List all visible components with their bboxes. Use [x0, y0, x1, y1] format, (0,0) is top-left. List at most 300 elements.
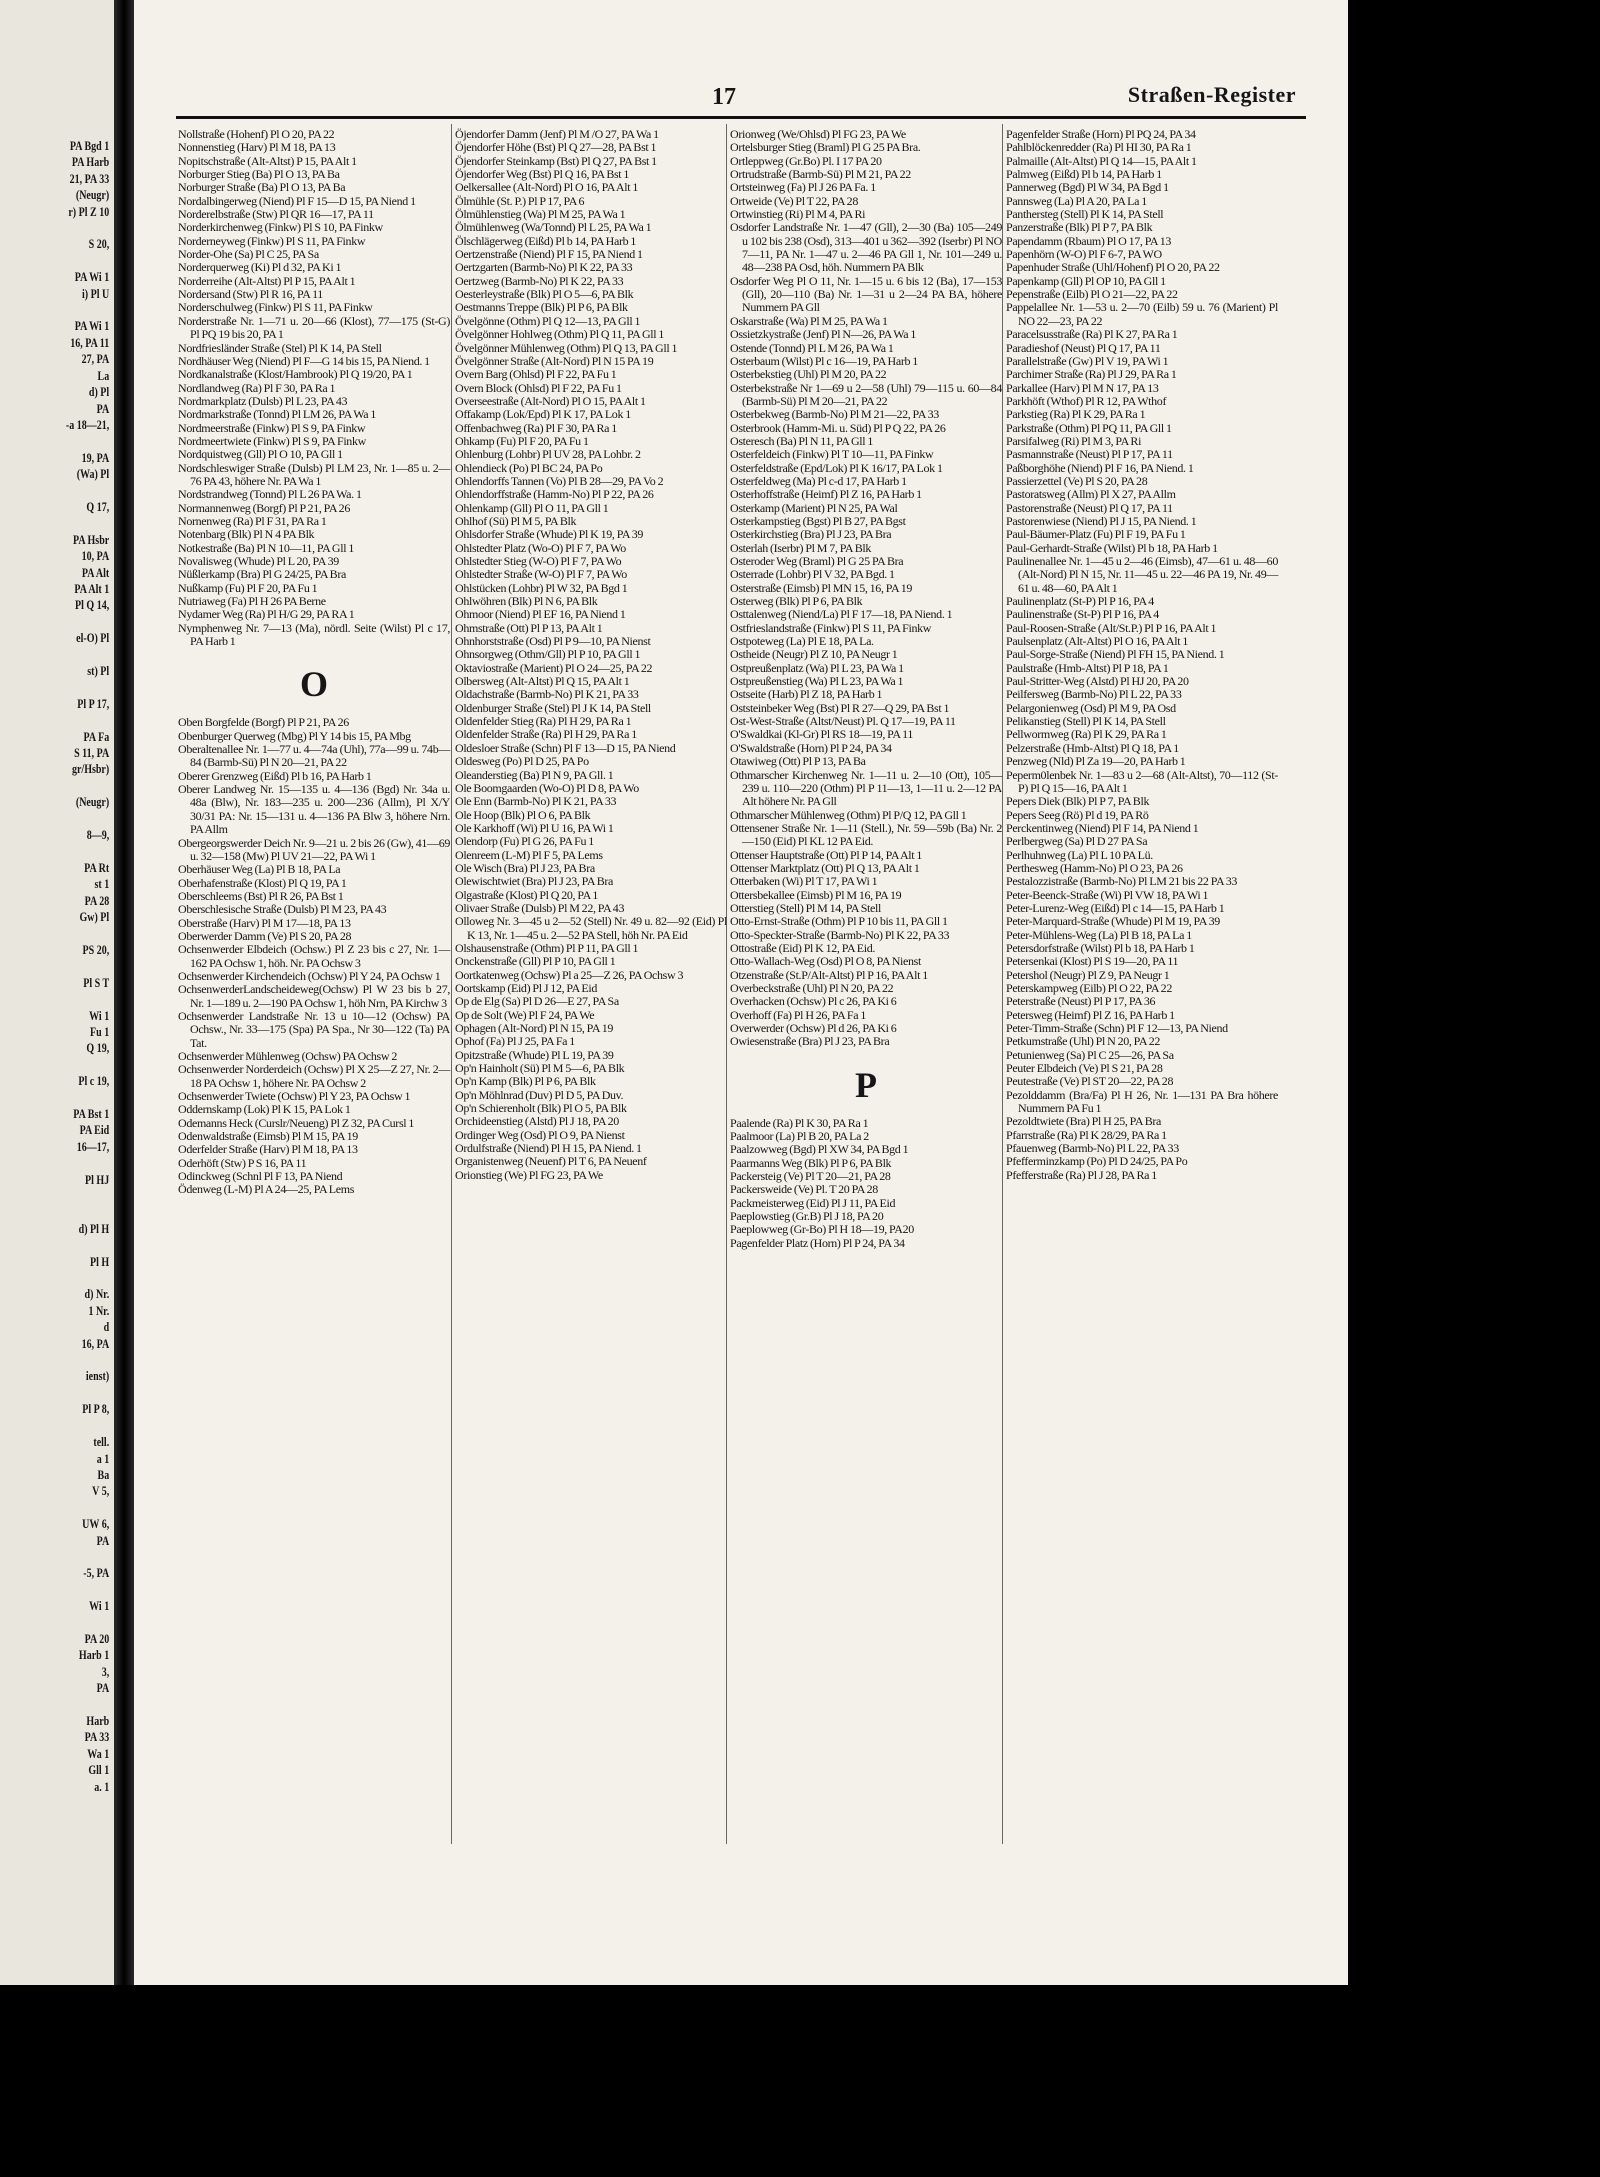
previous-page-fragment: PS 20, [82, 942, 110, 957]
previous-page-fragment: 3, [101, 1664, 110, 1679]
street-entry: Overn Barg (Ohlsd) Pl F 22, PA Fu 1 [455, 367, 617, 382]
street-entry: Övelgönner Straße (Alt-Nord) Pl N 15 PA 19 [455, 353, 654, 368]
street-entry: Ohlsdorfer Straße (Whude) Pl K 19, PA 39 [455, 527, 644, 542]
street-entry: Paracelsusstraße (Ra) Pl K 27, PA Ra 1 [1006, 327, 1178, 342]
street-entry: Pahlblöckenredder (Ra) Pl HI 30, PA Ra 1 [1006, 140, 1192, 155]
street-entry: Othmarscher Mühlenweg (Othm) Pl P/Q 12, PA Gll 1 [730, 807, 967, 822]
previous-page-snippets [0, 138, 114, 1795]
street-entry: Oderfelder Straße (Harv) Pl M 18, PA 13 [178, 1142, 358, 1157]
street-entry: Perlbergweg (Sa) Pl D 27 PA Sa [1006, 834, 1148, 849]
street-entry: Pfarrstraße (Ra) Pl K 28/29, PA Ra 1 [1006, 1127, 1167, 1142]
previous-page-fragment: PA 28 [84, 893, 110, 908]
previous-page-fragment [23, 253, 114, 269]
street-entry: Perckentinweg (Niend) Pl F 14, PA Niend 1 [1006, 820, 1199, 835]
street-entry: Organistenweg (Neuenf) Pl T 6, PA Neuenf [455, 1154, 647, 1169]
street-entry: Paeplowstieg (Gr.B) Pl J 18, PA 20 [730, 1209, 884, 1224]
street-entry: Oberhäuser Weg (La) Pl B 18, PA La [178, 862, 341, 877]
previous-page-fragment: 27, PA [81, 352, 110, 367]
street-entry: Ochsenwerder Landstraße Nr. 13 u 10—12 (Ochsw) PA Ochsw., Nr. 33—175 (Spa) PA Spa., Nr 30—122 (Ta) PA Tat. [178, 1008, 450, 1050]
street-entry: Orionstieg (We) Pl FG 23, PA We [455, 1167, 603, 1182]
street-entry: Norburger Straße (Ba) Pl O 13, PA Ba [178, 180, 346, 195]
previous-page-fragment [23, 1697, 114, 1713]
street-entry: Parkstraße (Othm) Pl PQ 11, PA Gll 1 [1006, 420, 1172, 435]
street-entry: Oddernskamp (Lok) Pl K 15, PA Lok 1 [178, 1102, 351, 1117]
previous-page-fragment: La [97, 368, 110, 383]
previous-page-fragment [23, 1057, 114, 1073]
street-entry: Peter-Marquard-Straße (Whude) Pl M 19, PA 39 [1006, 914, 1220, 929]
street-entry: Nordalbingerweg (Niend) Pl F 15—D 15, PA Niend 1 [178, 193, 416, 208]
previous-page-fragment: -a 18—21, [65, 417, 110, 432]
book-gutter [114, 0, 134, 1985]
street-entry: Oktaviostraße (Marient) Pl O 24—25, PA 22 [455, 660, 653, 675]
street-entry: Othmarscher Kirchenweg Nr. 1—11 u. 2—10 (Ott), 105—239 u. 110—220 (Othm) Pl P 11—13, 1—11 u. 2—12 PA Alt höhere Nr. PA Gll [730, 767, 1002, 809]
street-entry: Norderkirchenweg (Finkw) Pl S 10, PA Finkw [178, 220, 383, 235]
street-entry: Overn Block (Ohlsd) Pl F 22, PA Fu 1 [455, 380, 622, 395]
street-entry: Op'n Schierenholt (Blk) Pl O 5, PA Blk [455, 1101, 627, 1116]
street-entry: Paalende (Ra) Pl K 30, PA Ra 1 [730, 1115, 869, 1130]
previous-page-fragment [23, 302, 114, 318]
street-entry: Oleanderstieg (Ba) Pl N 9, PA Gll. 1 [455, 767, 614, 782]
street-entry: Osterkirchstieg (Bra) Pl J 23, PA Bra [730, 527, 892, 542]
page-number: 17 [712, 84, 736, 110]
street-entry: Ohlendorffstraße (Hamm-No) Pl P 22, PA 26 [455, 487, 654, 502]
previous-page-fragment: Q 19, [86, 1041, 110, 1056]
street-entry: Parkallee (Harv) Pl M N 17, PA 13 [1006, 380, 1159, 395]
street-entry: Perthesweg (Hamm-No) Pl O 23, PA 26 [1006, 860, 1183, 875]
previous-page-fragment: st) Pl [87, 664, 110, 678]
street-entry: Osterfeldweg (Ma) Pl c-d 17, PA Harb 1 [730, 473, 907, 488]
street-entry: Nußkamp (Fu) Pl F 20, PA Fu 1 [178, 580, 318, 595]
street-entry: Pagenfelder Straße (Horn) Pl PQ 24, PA 34 [1006, 127, 1196, 141]
street-entry: Osteresch (Ba) Pl N 11, PA Gll 1 [730, 433, 874, 448]
previous-page-fragment [23, 1549, 114, 1565]
street-entry: Oldenfelder Stieg (Ra) Pl H 29, PA Ra 1 [455, 714, 632, 729]
street-entry: Pastorenwiese (Niend) Pl J 15, PA Niend. 1 [1006, 513, 1197, 528]
street-entry: Nordschleswiger Straße (Dulsb) Pl LM 23, Nr. 1—85 u. 2—76 PA 43, höhere Nr. PA Wa 1 [178, 460, 450, 488]
previous-page-fragment [23, 1090, 114, 1106]
street-entry: Nordlandweg (Ra) Pl F 30, PA Ra 1 [178, 380, 336, 395]
previous-page-fragment: PA Bst 1 [73, 1106, 110, 1121]
previous-page-fragment: PA Wi 1 [74, 319, 110, 334]
street-entry: Odemanns Heck (Curslr/Neueng) Pl Z 32, PA Cursl 1 [178, 1115, 415, 1130]
street-entry: Op de Elg (Sa) Pl D 26—E 27, PA Sa [455, 994, 619, 1009]
street-entry: Oberhafenstraße (Klost) Pl Q 19, PA 1 [178, 875, 347, 890]
register-column-2 [455, 128, 727, 1182]
street-entry: Ochsenwerder Elbdeich (Ochsw.) Pl Z 23 bis c 27, Nr. 1—162 PA Ochsw 1, höh. Nr. PA Ochsw 3 [178, 942, 450, 970]
street-entry: Ostpreußenplatz (Wa) Pl L 23, PA Wa 1 [730, 660, 904, 675]
street-entry: Paul-Gerhardt-Straße (Wilst) Pl b 18, PA Harb 1 [1006, 540, 1218, 555]
previous-page-fragment [23, 433, 114, 449]
street-entry: Ochsenwerder Mühlenweg (Ochsw) PA Ochsw 2 [178, 1049, 397, 1063]
previous-page-fragment [23, 1615, 114, 1631]
previous-page-fragment: (Neugr) [75, 795, 110, 810]
street-entry: Odenwaldstraße (Eimsb) Pl M 15, PA 19 [178, 1129, 358, 1144]
street-entry: Ortrudstraße (Barmb-Sü) Pl M 21, PA 22 [730, 167, 911, 182]
street-entry: Petersdorfstraße (Wilst) Pl b 18, PA Harb 1 [1006, 940, 1195, 955]
street-entry: Parchimer Straße (Ra) Pl J 29, PA Ra 1 [1006, 367, 1177, 382]
previous-page-fragment [23, 220, 114, 236]
previous-page-fragment: a. 1 [94, 1779, 110, 1794]
previous-page-fragment [23, 1582, 114, 1598]
street-entry: Osterlah (Iserbr) Pl M 7, PA Blk [730, 540, 872, 555]
street-entry: Norderneyweg (Finkw) Pl S 11, PA Finkw [178, 233, 366, 248]
street-entry: Öjendorfer Weg (Bst) Pl Q 16, PA Bst 1 [455, 167, 630, 182]
street-entry: Peter-Lurenz-Weg (Eißd) Pl c 14—15, PA Harb 1 [1006, 900, 1225, 915]
street-entry: Perlhuhnweg (La) Pl L 10 PA Lü. [1006, 847, 1153, 862]
previous-page-fragment [23, 679, 114, 695]
street-entry: Otterbaken (Wi) Pl T 17, PA Wi 1 [730, 874, 878, 889]
previous-page-fragment: Pl P 17, [77, 696, 110, 711]
street-entry: Ohnhorststraße (Osd) Pl P 9—10, PA Nienst [455, 634, 651, 649]
street-entry: Petersenkai (Klost) Pl S 19—20, PA 11 [1006, 954, 1179, 969]
street-entry: Papenhuder Straße (Uhl/Hohenf) Pl O 20, PA 22 [1006, 260, 1220, 275]
street-entry: Panzerstraße (Blk) Pl P 7, PA Blk [1006, 220, 1153, 235]
street-entry: Paradieshof (Neust) Pl Q 17, PA 11 [1006, 340, 1161, 355]
previous-page-fragment: PA Bgd 1 [69, 139, 110, 153]
previous-page-fragment [23, 1270, 114, 1286]
street-entry: Oldenburger Straße (Stel) Pl J K 14, PA Stell [455, 700, 651, 715]
street-entry: Overhacken (Ochsw) Pl c 26, PA Ki 6 [730, 994, 897, 1009]
street-entry: Olloweg Nr. 3—45 u 2—52 (Stell) Nr. 49 u. 82—92 (Eid) Pl K 13, Nr. 1—45 u. 2—52 PA Stell, höh Nr. PA Eid [455, 914, 727, 942]
street-entry: Oertzweg (Barmb-No) Pl K 22, PA 33 [455, 273, 624, 288]
street-entry: Nonnenstieg (Harv) Pl M 18, PA 13 [178, 140, 336, 155]
street-entry: Ostheide (Neugr) Pl Z 10, PA Neugr 1 [730, 647, 898, 662]
street-entry: Nollstraße (Hohenf) Pl O 20, PA 22 [178, 127, 335, 141]
street-entry: Norburger Stieg (Ba) Pl O 13, PA Ba [178, 167, 340, 182]
street-entry: Paulstraße (Hmb-Altst) Pl P 18, PA 1 [1006, 660, 1169, 675]
street-entry: Pastoratsweg (Allm) Pl X 27, PA Allm [1006, 487, 1176, 502]
street-entry: Ölschlägerweg (Eißd) Pl b 14, PA Harb 1 [455, 233, 637, 248]
street-entry: Ostende (Tonnd) Pl L M 26, PA Wa 1 [730, 340, 894, 355]
street-entry: Otto-Speckter-Straße (Barmb-No) Pl K 22, PA 33 [730, 927, 950, 942]
previous-page-fragment: r) Pl Z 10 [68, 204, 110, 219]
previous-page-fragment: 16, PA [81, 1336, 110, 1351]
previous-page-fragment: Ba [97, 1467, 110, 1482]
previous-page-fragment: 1 Nr. [88, 1303, 110, 1318]
street-entry: Oldenfelder Straße (Ra) Pl H 29, PA Ra 1 [455, 727, 637, 742]
street-entry: Penzweg (Nld) Pl Za 19—20, PA Harb 1 [1006, 754, 1186, 769]
previous-page-fragment: UW 6, [82, 1517, 110, 1532]
street-entry: Norderstraße Nr. 1—71 u. 20—66 (Klost), 77—175 (St-G) Pl PQ 19 bis 20, PA 1 [178, 313, 450, 342]
street-entry: Nymphenweg Nr. 7—13 (Ma), nördl. Seite (Wilst) Pl c 17, PA Harb 1 [178, 620, 450, 649]
previous-page-fragment [23, 991, 114, 1007]
previous-page-fragment [23, 515, 114, 531]
street-entry: Ortleppweg (Gr.Bo) Pl. I 17 PA 20 [730, 153, 882, 168]
previous-page-fragment: PA [96, 1681, 110, 1696]
street-entry: Norderreihe (Alt-Altst) Pl P 15, PA Alt 1 [178, 273, 356, 288]
previous-page-fragment [23, 647, 114, 663]
previous-page-fragment: PA 20 [84, 1631, 110, 1646]
street-entry: Ochsenwerder Kirchendeich (Ochsw) Pl Y 24, PA Ochsw 1 [178, 968, 441, 983]
street-entry: Ole Wisch (Bra) Pl J 23, PA Bra [455, 860, 595, 875]
street-entry: Olgastraße (Klost) Pl Q 20, PA 1 [455, 887, 599, 902]
street-entry: Pepenstraße (Eilb) Pl O 21—22, PA 22 [1006, 287, 1178, 302]
previous-page-fragment: Harb [86, 1714, 110, 1728]
street-entry: Pannerweg (Bgd) Pl W 34, PA Bgd 1 [1006, 180, 1169, 195]
previous-page-fragment: PA Harb [71, 155, 110, 170]
previous-page-fragment: 19, PA [81, 450, 110, 465]
street-entry: Ohlenburg (Lohbr) Pl UV 28, PA Lohbr. 2 [455, 447, 641, 462]
street-entry: Passierzettel (Ve) Pl S 20, PA 28 [1006, 473, 1148, 488]
previous-page-fragment: PA Hsbr [72, 532, 110, 547]
street-entry: Osterkamp (Marient) Pl N 25, PA Wal [730, 500, 898, 515]
street-entry: Osteroder Weg (Braml) Pl G 25 PA Bra [730, 554, 904, 568]
street-entry: O'Swaldstraße (Horn) Pl P 24, PA 34 [730, 740, 892, 755]
street-entry: Ochsenwerder Norderdeich (Ochsw) Pl X 25—Z 27, Nr. 2—18 PA Ochsw 1, höhere Nr. PA Ochsw 2 [178, 1062, 450, 1090]
street-entry: Overseestraße (Alt-Nord) Pl O 15, PA Alt 1 [455, 393, 646, 408]
street-entry: Palmaille (Alt-Altst) Pl Q 14—15, PA Alt 1 [1006, 153, 1197, 168]
street-entry: Ohlstedter Stieg (W-O) Pl F 7, PA Wo [455, 554, 622, 568]
street-entry: Olbersweg (Alt-Altst) Pl Q 15, PA Alt 1 [455, 674, 630, 689]
street-entry: Pezoldtwiete (Bra) Pl H 25, PA Bra [1006, 1114, 1161, 1129]
street-entry: Nordhäuser Weg (Niend) Pl F—G 14 bis 15, PA Niend. 1 [178, 353, 430, 368]
street-entry: Ossietzkystraße (Jenf) Pl N—26, PA Wa 1 [730, 327, 917, 342]
previous-page-fragment: 16, PA 11 [70, 335, 110, 350]
street-entry: Olshausenstraße (Othm) Pl P 11, PA Gll 1 [455, 940, 639, 955]
register-page [134, 0, 1348, 1985]
street-entry: Paalzowweg (Bgd) Pl XW 34, PA Bgd 1 [730, 1142, 909, 1157]
street-entry: Palmweg (Eißd) Pl b 14, PA Harb 1 [1006, 167, 1162, 182]
previous-page-fragment: Gw) Pl [79, 910, 110, 925]
previous-page-fragment [23, 1204, 114, 1220]
street-entry: Overbeckstraße (Uhl) Pl N 20, PA 22 [730, 981, 894, 995]
street-entry: Nordstrandweg (Tonnd) Pl L 26 PA Wa. 1 [178, 487, 362, 502]
previous-page-fragment: Gll 1 [88, 1763, 110, 1778]
section-letter-o: O [299, 664, 328, 705]
street-entry: Paulinenplatz (St-P) Pl P 16, PA 4 [1006, 594, 1154, 609]
street-entry: Peterskampweg (Eilb) Pl O 22, PA 22 [1006, 981, 1172, 995]
previous-page-fragment: d [103, 1320, 110, 1335]
street-entry: Petersweg (Heimf) Pl Z 16, PA Harb 1 [1006, 1007, 1175, 1022]
street-entry: Oortkatenweg (Ochsw) Pl a 25—Z 26, PA Ochsw 3 [455, 967, 684, 982]
street-entry: Osterfeldstraße (Epd/Lok) Pl K 16/17, PA Lok 1 [730, 460, 943, 475]
street-entry: Öjendorfer Damm (Jenf) Pl M /O 27, PA Wa 1 [455, 127, 659, 141]
street-entry: Osterbekstraße Nr 1—69 u 2—58 (Uhl) 79—115 u. 60—84 (Barmb-Sü) Pl M 20—21, PA 22 [730, 380, 1002, 408]
street-entry: Osterbekweg (Barmb-No) Pl M 21—22, PA 33 [730, 407, 939, 422]
previous-page-fragment: PA Rt [84, 860, 110, 875]
street-entry: Pepers Diek (Blk) Pl P 7, PA Blk [1006, 794, 1150, 809]
previous-page-fragment [23, 811, 114, 827]
street-entry: Olendorp (Fu) Pl G 26, PA Fu 1 [455, 834, 594, 849]
street-entry: Oskarstraße (Wa) Pl M 25, PA Wa 1 [730, 313, 888, 328]
street-entry: Ordulfstraße (Niend) Pl H 15, PA Niend. 1 [455, 1141, 642, 1156]
previous-page-fragment: V 5, [92, 1484, 110, 1499]
street-entry: Ortwinstieg (Ri) Pl M 4, PA Ri [730, 207, 866, 222]
previous-page-fragment: S 11, PA [74, 746, 110, 761]
street-entry: Nordmeertwiete (Finkw) Pl S 9, PA Finkw [178, 433, 366, 448]
street-entry: Osterrade (Lohbr) Pl V 32, PA Bgd. 1 [730, 567, 895, 582]
street-entry: Pelikanstieg (Stell) Pl K 14, PA Stell [1006, 714, 1166, 729]
street-entry: Oortskamp (Eid) Pl J 12, PA Eid [455, 981, 598, 995]
street-entry: Ohlendorffs Tannen (Vo) Pl B 28—29, PA Vo 2 [455, 473, 664, 488]
street-entry: Peter-Beenck-Straße (Wi) Pl VW 18, PA Wi 1 [1006, 887, 1209, 902]
previous-page-fragment: Pl P 8, [82, 1402, 110, 1417]
street-entry: Obergeorgswerder Deich Nr. 9—21 u. 2 bis 26 (Gw), 41—69 u. 32—158 (Mw) Pl UV 21—22, PA Wi 1 [178, 835, 450, 863]
street-entry: Paalmoor (La) Pl B 20, PA La 2 [730, 1129, 869, 1144]
previous-page-fragment [23, 778, 114, 794]
street-entry: Pfefferstraße (Ra) Pl J 28, PA Ra 1 [1006, 1167, 1157, 1182]
street-entry: Owiesenstraße (Bra) Pl J 23, PA Bra [730, 1034, 890, 1049]
previous-page-fragment: Wa 1 [87, 1746, 110, 1761]
street-entry: Opitzstraße (Whude) Pl L 19, PA 39 [455, 1047, 614, 1062]
street-entry: Ottenser Hauptstraße (Ott) Pl P 14, PA Alt 1 [730, 847, 923, 862]
column-divider [451, 124, 452, 1844]
street-entry: Oderhöft (Stw) P S 16, PA 11 [178, 1155, 307, 1170]
street-entry: Oberschleems (Bst) Pl R 26, PA Bst 1 [178, 888, 344, 903]
previous-page-fragment: Pl c 19, [78, 1074, 110, 1089]
street-entry: Ohkamp (Fu) Pl F 20, PA Fu 1 [455, 433, 589, 448]
street-entry: Ole Enn (Barmb-No) Pl K 21, PA 33 [455, 794, 617, 809]
street-entry: Peter-Mühlens-Weg (La) Pl B 18, PA La 1 [1006, 927, 1192, 942]
street-entry: Ole Karkhoff (Wi) Pl U 16, PA Wi 1 [455, 820, 614, 835]
previous-page-fragment: st 1 [94, 877, 110, 892]
street-entry: Ohnsorgweg (Othm/Gll) Pl P 10, PA Gll 1 [455, 647, 641, 662]
street-entry: Packersweide (Ve) Pl. T 20 PA 28 [730, 1182, 878, 1197]
street-entry: Op'n Hainholt (Sü) Pl M 5—6, PA Blk [455, 1061, 625, 1076]
previous-page-fragment: 21, PA 33 [69, 171, 110, 186]
street-entry: Petershol (Neugr) Pl Z 9, PA Neugr 1 [1006, 967, 1170, 982]
street-entry: Overwerder (Ochsw) Pl d 26, PA Ki 6 [730, 1021, 897, 1036]
street-entry: Orionweg (We/Ohlsd) Pl FG 23, PA We [730, 127, 906, 141]
street-entry: Peperm0lenbek Nr. 1—83 u 2—68 (Alt-Altst), 70—112 (St-P) Pl Q 15—16, PA Alt 1 [1006, 767, 1278, 795]
street-entry: Öjendorfer Höhe (Bst) Pl Q 27—28, PA Bst 1 [455, 140, 657, 155]
street-entry: Ohmoor (Niend) Pl EF 16, PA Niend 1 [455, 607, 626, 622]
street-entry: Pestalozzistraße (Barmb-No) Pl LM 21 bis 22 PA 33 [1006, 874, 1238, 889]
street-entry: Petkumstraße (Uhl) Pl N 20, PA 22 [1006, 1034, 1161, 1049]
previous-page-fragment [23, 1500, 114, 1516]
previous-page-fragment: Wi 1 [89, 1008, 110, 1023]
street-entry: Norder-Ohe (Sa) Pl C 25, PA Sa [178, 247, 319, 262]
previous-page-fragment: 8—9, [86, 828, 110, 843]
street-entry: Otto-Ernst-Straße (Othm) Pl P 10 bis 11, PA Gll 1 [730, 914, 948, 929]
previous-page-fragment [23, 926, 114, 942]
street-entry: Papenhörn (W-O) Pl F 6-7, PA WO [1006, 247, 1162, 262]
previous-page-fragment [23, 1418, 114, 1434]
street-entry: Övelgönner Hohlweg (Othm) Pl Q 11, PA Gll 1 [455, 327, 665, 342]
street-entry: Paarmanns Weg (Blk) Pl P 6, PA Blk [730, 1155, 892, 1170]
register-title: Straßen-Register [1127, 82, 1296, 107]
street-entry: Paul-Sorge-Straße (Niend) Pl FH 15, PA Niend. 1 [1006, 647, 1225, 662]
street-entry: Oberschlesische Straße (Dulsb) Pl M 23, PA 43 [178, 902, 387, 917]
street-entry: Oldachstraße (Barmb-No) Pl K 21, PA 33 [455, 687, 639, 702]
street-entry: Ohlstedter Platz (Wo-O) Pl F 7, PA Wo [455, 540, 626, 555]
previous-page-edge [0, 0, 114, 1985]
street-entry: Ottersbekallee (Eimsb) Pl M 16, PA 19 [730, 887, 902, 902]
previous-page-fragment: tell. [93, 1435, 110, 1450]
previous-page-fragment: a 1 [96, 1451, 110, 1466]
previous-page-fragment: el-O) Pl [76, 631, 110, 646]
street-entry: Pastorenstraße (Neust) Pl Q 17, PA 11 [1006, 500, 1173, 515]
street-entry: Ölmühlenstieg (Wa) Pl M 25, PA Wa 1 [455, 207, 626, 222]
previous-page-fragment [23, 958, 114, 974]
street-entry: Oesterleystraße (Blk) Pl O 5—6, PA Blk [455, 287, 634, 302]
street-entry: Paulinenallee Nr. 1—45 u 2—46 (Eimsb), 47—61 u. 48—60 (Alt-Nord) Pl N 15, Nr. 11—45 u. 22—46 PA 19, Nr. 49—61 u. 48—60, PA Alt 1 [1006, 554, 1278, 595]
street-entry: Ole Boomgaarden (Wo-O) Pl D 8, PA Wo [455, 780, 639, 795]
previous-page-fragment: PA 33 [84, 1730, 110, 1745]
previous-page-fragment [23, 483, 114, 499]
street-entry: Novalisweg (Whude) Pl L 20, PA 39 [178, 554, 339, 568]
previous-page-fragment [23, 1352, 114, 1368]
street-entry: Ohlenkamp (Gll) Pl O 11, PA Gll 1 [455, 500, 609, 515]
street-entry: Paul-Roosen-Straße (Alt/St.P.) Pl P 16, PA Alt 1 [1006, 620, 1217, 635]
street-entry: Nordmarkstraße (Tonnd) Pl LM 26, PA Wa 1 [178, 407, 377, 422]
previous-page-fragment: PA Wi 1 [74, 270, 110, 285]
street-entry: Pezolddamm (Bra/Fa) Pl H 26, Nr. 1—131 PA Bra höhere Nummern PA Fu 1 [1006, 1087, 1278, 1116]
street-entry: Offakamp (Lok/Epd) Pl K 17, PA Lok 1 [455, 407, 631, 422]
previous-page-fragment: S 20, [88, 237, 110, 252]
street-entry: Osterstraße (Eimsb) Pl MN 15, 16, PA 19 [730, 580, 913, 595]
street-entry: Parkstieg (Ra) Pl K 29, PA Ra 1 [1006, 407, 1146, 422]
previous-page-fragment: i) Pl U [81, 286, 110, 301]
register-column-1 [178, 128, 450, 1197]
street-entry: Ottensener Straße Nr. 1—11 (Stell.), Nr. 59—59b (Ba) Nr. 2—150 (Eid) Pl KL 12 PA Eid. [730, 820, 1002, 849]
street-entry: Nordquistweg (Gll) Pl O 10, PA Gll 1 [178, 447, 343, 462]
street-entry: Peter-Timm-Straße (Schn) Pl F 12—13, PA Niend [1006, 1021, 1228, 1036]
street-entry: Oertzgarten (Barmb-No) Pl K 22, PA 33 [455, 260, 633, 275]
street-entry: Oberaltenallee Nr. 1—77 u. 4—74a (Uhl), 77a—99 u. 74b—84 (Barmb-Sü) Pl N 20—21, PA 22 [178, 742, 450, 770]
header-rule [176, 116, 1306, 119]
street-entry: Oben Borgfelde (Borgf) Pl P 21, PA 26 [178, 715, 349, 730]
street-entry: Oberer Landweg Nr. 15—135 u. 4—136 (Bgd) Nr. 34a u. 48a (Blw), Nr. 183—235 u. 200—236 (Allm), Pl X/Y 30/31 PA: Nr. 15—131 u. 4—136 PA Blw 3, höhere Nrn. PA Allm [178, 782, 450, 837]
street-entry: Ostpreußenstieg (Wa) Pl L 23, PA Wa 1 [730, 674, 904, 689]
street-entry: Otto-Wallach-Weg (Osd) Pl O 8, PA Nienst [730, 954, 921, 969]
street-entry: Osttalenweg (Niend/La) Pl F 17—18, PA Niend. 1 [730, 607, 953, 622]
street-entry: Oelkersallee (Alt-Nord) Pl O 16, PA Alt 1 [455, 180, 639, 195]
street-entry: Norderelbstraße (Stw) Pl QR 16—17, PA 11 [178, 207, 374, 222]
street-entry: Oldesloer Straße (Schn) Pl F 13—D 15, PA Niend [455, 740, 676, 755]
background-surface [1348, 0, 1600, 1985]
street-entry: Pfefferminzkamp (Po) Pl D 24/25, PA Po [1006, 1154, 1188, 1169]
street-entry: Osterbrook (Hamm-Mi. u. Süd) Pl P Q 22, PA 26 [730, 420, 946, 435]
previous-page-fragment: 10, PA [81, 549, 110, 564]
street-entry: Paul-Stritter-Weg (Alstd) Pl HJ 20, PA 20 [1006, 674, 1189, 689]
street-entry: Otterstieg (Stell) Pl M 14, PA Stell [730, 900, 881, 915]
previous-page-fragment: PA [96, 401, 110, 416]
previous-page-fragment: Pl HJ [85, 1172, 110, 1187]
street-entry: Nordmeerstraße (Finkw) Pl S 9, PA Finkw [178, 420, 366, 435]
street-entry: Öjendorfer Steinkamp (Bst) Pl Q 27, PA Bst 1 [455, 153, 657, 168]
street-entry: Ortsteinweg (Fa) Pl J 26 PA Fa. 1 [730, 180, 876, 195]
street-entry: Nornenweg (Ra) Pl F 31, PA Ra 1 [178, 513, 327, 528]
previous-page-fragment [23, 1385, 114, 1401]
street-entry: Osdorfer Weg Pl O 11, Nr. 1—15 u. 6 bis 12 (Ba), 17—153 (Gll), 20—110 (Ba) Nr. 1—31 u 2—24 PA BA, höhere Nummern PA Gll [730, 273, 1002, 315]
previous-page-fragment: d) Pl [88, 385, 110, 400]
street-entry: Otzenstraße (St.P/Alt-Altst) Pl P 16, PA Alt 1 [730, 967, 928, 982]
previous-page-fragment: ienst) [85, 1369, 110, 1384]
previous-page-fragment: (Neugr) [75, 188, 110, 203]
street-entry: Ophof (Fa) Pl J 25, PA Fa 1 [455, 1034, 575, 1049]
previous-page-fragment: Harb 1 [78, 1648, 110, 1663]
street-entry: Ordinger Weg (Osd) Pl O 9, PA Nienst [455, 1127, 625, 1142]
previous-page-fragment: gr/Hsbr) [71, 762, 110, 777]
street-entry: Oststeinbeker Weg (Bst) Pl R 27—Q 29, PA Bst 1 [730, 700, 950, 715]
street-entry: Oberer Grenzweg (Eißd) Pl b 16, PA Harb 1 [178, 768, 372, 783]
street-entry: Olewischtwiet (Bra) Pl J 23, PA Bra [455, 874, 613, 889]
street-entry: Ottenser Marktplatz (Ott) Pl Q 13, PA Alt 1 [730, 860, 920, 875]
street-entry: Papendamm (Rbaum) Pl O 17, PA 13 [1006, 233, 1172, 248]
street-entry: Otawiweg (Ott) Pl P 13, PA Ba [730, 754, 866, 769]
street-entry: Norderschulweg (Finkw) Pl S 11, PA Finkw [178, 300, 373, 315]
previous-page-fragment: -5, PA [83, 1566, 110, 1581]
street-entry: Ortelsburger Stieg (Braml) Pl G 25 PA Bra. [730, 140, 921, 155]
street-entry: Olivaer Straße (Dulsb) Pl M 22, PA 43 [455, 900, 625, 915]
street-entry: Parkhöft (Wthof) Pl R 12, PA Wthof [1006, 393, 1167, 408]
street-entry: Papenkamp (Gll) Pl OP 10, PA Gll 1 [1006, 273, 1166, 288]
street-entry: Ohlstücken (Lohbr) Pl W 32, PA Bgd 1 [455, 580, 628, 595]
previous-page-fragment: PA Alt 1 [74, 581, 110, 596]
previous-page-fragment: PA [96, 1533, 110, 1548]
street-entry: Nordmarkplatz (Dulsb) Pl L 23, PA 43 [178, 393, 348, 408]
